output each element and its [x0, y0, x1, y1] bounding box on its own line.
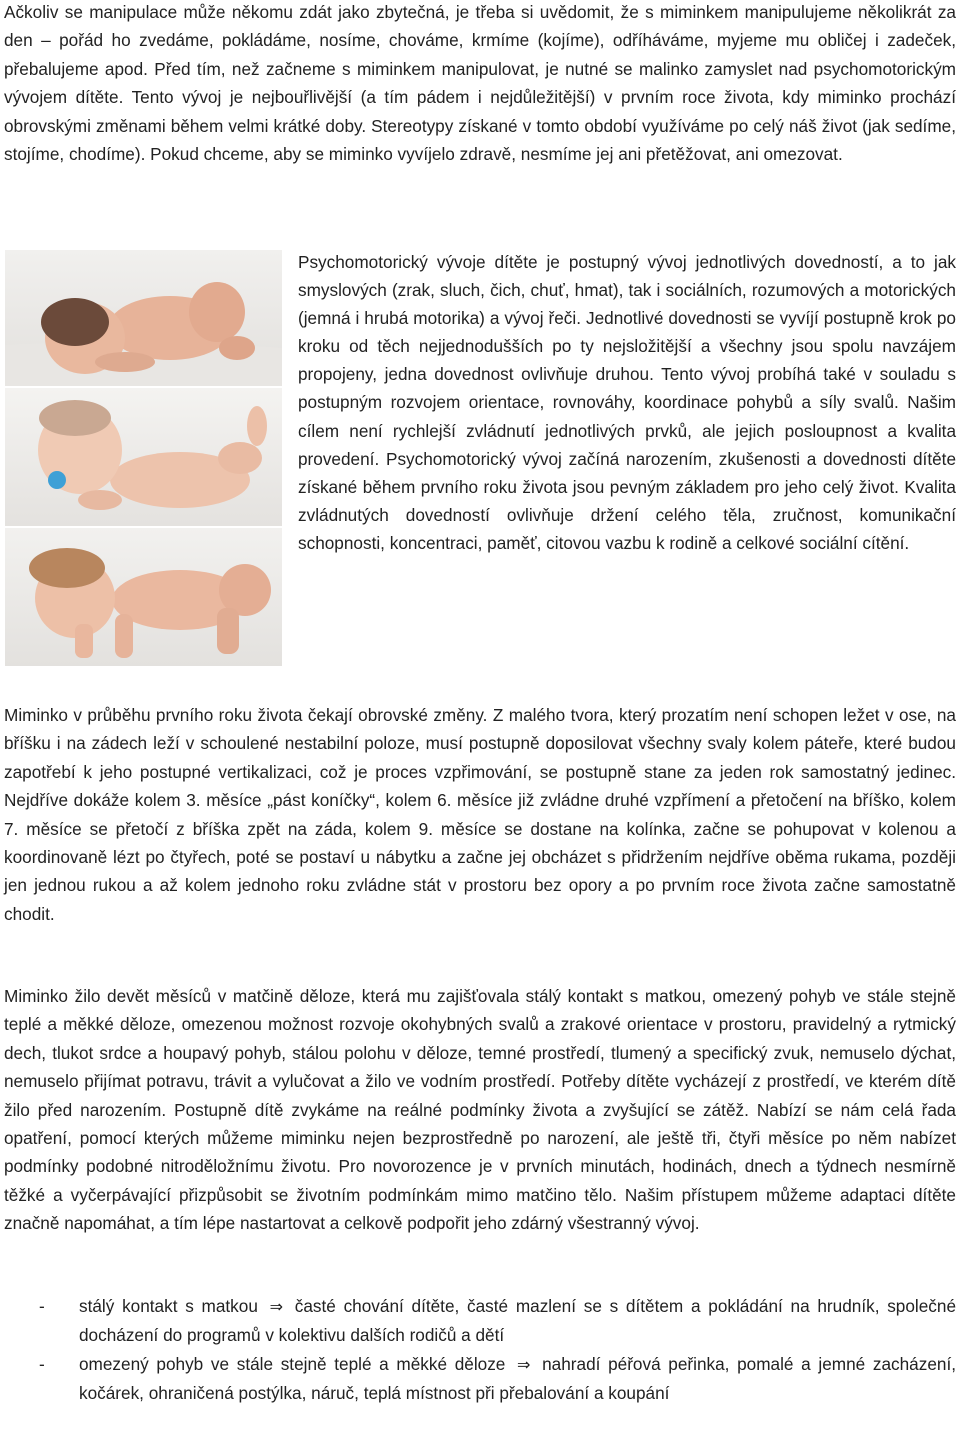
psychomotor-development-paragraph: Psychomotorický vývoje dítěte je postupný vývoj jednotlivých dovedností, a to jak smyslových (zrak, sluch, čich, chuť, hmat), tak i sociálních, rozumových a motorických (jemná i hrubá motorika) a vývoj řeči. Jednotlivé dovednosti se vyvíjí postupně krok po kroku od těch nejjednodušších po ty nejsložitější a všechny jsou spolu navzájem propojeny, jedna dovednost ovlivňuje druhou. Tento vývoj probíhá také v souladu s postupným rozvojem orientace, rovnováhy, koordinace pohybů a síly svalů. Našim cílem není rychlejší zvládnutí jednotlivých prvků, ale jejich posloupnost a kvalita provedení. Psychomotorický vývoj začíná narozením, zkušenosti a dovednosti dítěte získané během prvního roku života jsou pevným základem pro jeho celý život. Kvalita zvládnutých dovedností ovlivňuje držení celého těla, zručnost, komunikační schopnosti, koncentraci, paměť, citovou vazbu k rodině a celkové sociální cítění.: [298, 252, 956, 553]
photo-baby-crawling: [5, 528, 282, 666]
bullet-dash: -: [39, 1353, 45, 1374]
list-item: [4, 1350, 956, 1408]
implies-arrow-icon: ⇒: [517, 1354, 531, 1374]
bullet-condition: stálý kontakt s matkou: [79, 1296, 258, 1316]
photo-baby-with-pacifier: [5, 388, 282, 526]
intro-paragraph: Ačkoliv se manipulace může někomu zdát jako zbytečná, je třeba si uvědomit, že s miminkem manipulujeme několikrát za den – pořád ho zvedáme, pokládáme, nosíme, chováme, krmíme (kojíme), odříháváme, myjeme mu obličej i zadeček, přebalujeme apod. Před tím, než začneme s miminkem manipulovat, je nutné se malinko zamyslet nad psychomotorickým vývojem dítěte. Tento vývoj je nejbouřlivější (a tím pádem i nejdůležitější) v prvním roce života, kdy miminko prochází obrovskými změnami během velmi krátké doby. Stereotypy získané v tomto období využíváme po celý náš život (jak sedíme, stojíme, chodíme). Pokud chceme, aby se miminko vyvíjelo zdravě, nesmíme jej ani přetěžovat, ani omezovat.: [4, 2, 956, 165]
bullet-condition: omezený pohyb ve stále stejně teplé a měkké děloze: [79, 1353, 506, 1374]
first-year-changes-paragraph: Miminko v průběhu prvního roku života čekají obrovské změny. Z malého tvora, který prozatím není schopen ležet v ose, na bříšku i na zádech leží v schoulené nestabilní poloze, musí postupně doposilovat všechny svaly kolem páteře, které budou zapotřebí k jeho postupné vertikalizaci, což je proces vzpřimování, se postupně stane za jeden rok samostatný jedinec. Nejdříve dokáže kolem 3. měsíce „pást koníčky“, kolem 6. měsíce již zvládne druhé vzpřímení a přetočení na bříško, kolem 7. měsíce se přetočí z bříška zpět na záda, kolem 9. měsíce se dostane na kolínka, začne se pohupovat v kolenou a koordinovaně lézt po čtyřech, poté se postaví u nábytku a začne jej obcházet s přidržením nejdříve oběma rukama, později jen jednou rukou a až kolem jednoho roku zvládne stát v prostoru bez opory a po prvním roce života začne samostatně chodit.: [4, 705, 956, 924]
bullet-result: časté chování dítěte, časté mazlení se s dítětem a pokládání na hrudník, společné docházení do programů v kolektivu dalších rodičů a dětí: [79, 1296, 957, 1346]
list-item: [4, 1292, 956, 1350]
baby-photo-column: [5, 250, 282, 666]
womb-conditions-paragraph: Miminko žilo devět měsíců v matčině děloze, která mu zajišťovala stálý kontakt s matkou, omezený pohyb ve stále stejně teplé a měkké děloze, omezenou možnost rozvoje okohybných svalů a zrakové orientace v prostoru, pravidelný a rytmický dech, tlukot srdce a houpavý pohyb, stálou polohu v děloze, temné prostředí, tlumený a specifický zvuk, nemuselo dýchat, nemuselo přijímat potravu, trávit a vylučovat a žilo ve vodním prostředí. Potřeby dítěte vycházejí z prostředí, ve kterém dítě žilo před narozením. Postupně dítě zvykáme na reálné podmínky života a zvyšující se zátěž. Nabízí se nám celá řada opatření, pomocí kterých můžeme miminku nejen bezprostředně po narození, ale ještě tři, čtyři měsíce po něm nabízet podmínky podobné nitroděložnímu životu. Pro novorozence je v prvních minutách, hodinách, dnech a týdnech nesmírně těžké a vyčerpávající přizpůsobit se životním podmínkám mimo matčino tělo. Našim přístupem můžeme adaptaci dítěte značně napomáhat, a tím lépe nastartovat a celkově podpořit jeho zdárný všestranný vývoj.: [4, 986, 956, 1234]
bullet-dash: -: [39, 1296, 45, 1316]
photo-newborn-on-tummy: [5, 250, 282, 386]
implies-arrow-icon: ⇒: [269, 1297, 284, 1316]
adaptation-bullet-list: [4, 1292, 956, 1408]
bullet-result: nahradí péřová peřinka, pomalé a jemné zacházení, kočárek, ohraničená postýlka, náruč, teplá místnost při přebalování a koupání: [79, 1353, 956, 1404]
